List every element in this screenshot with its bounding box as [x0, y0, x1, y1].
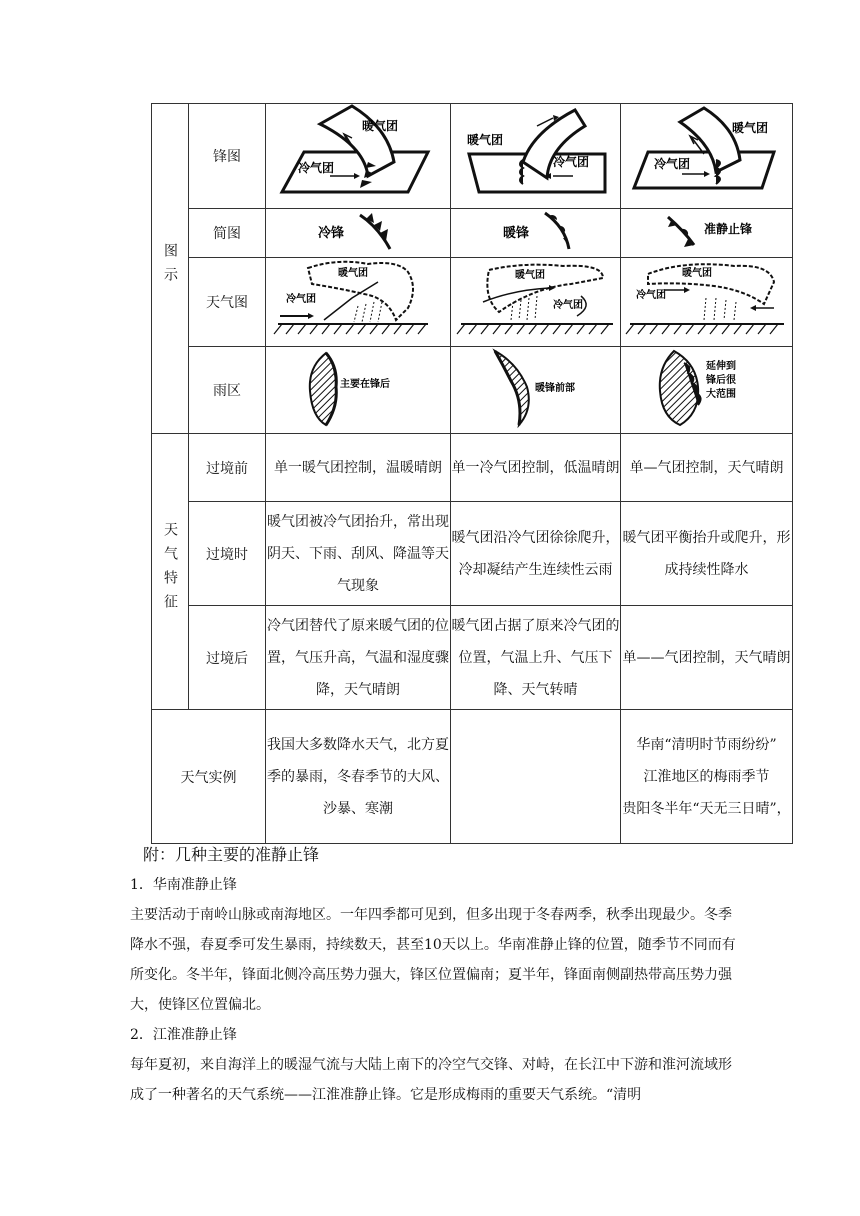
warm-front-symbol-cell — [451, 209, 621, 258]
warm-front-3d-diagram — [453, 104, 618, 204]
row-label-examples: 天气实例 — [152, 710, 266, 844]
warm-air-label-2: 暖气团 — [467, 133, 504, 147]
row-label-front-map: 锋图 — [189, 104, 266, 209]
warm-front-before: 单一冷气团控制，低温晴朗 — [451, 434, 621, 502]
cold-front-before: 单一暖气团控制，温暖晴朗 — [266, 434, 451, 502]
row-label-during: 过境时 — [189, 502, 266, 606]
cold-front-weather-diagram — [268, 258, 448, 342]
rain-stationary-label-3: 大范围 — [706, 389, 736, 400]
cold-front-after: 冷气团替代了原来暖气团的位置，气压升高，气温和湿度骤降，天气晴朗 — [266, 606, 451, 710]
section-1-body: 主要活动于南岭山脉或南海地区。一年四季都可见到，但多出现于冬春两季，秋季出现最少。冬季降水不强，春夏季可发生暴雨，持续数天，甚至10天以上。华南准静止锋的位置，随季节不同而有所变化。冬半年，锋面北侧冷高压势力强大，锋区位置偏南；夏半年，锋面南侧副热带高压势力强大，使锋区位置偏北。 — [130, 907, 736, 1013]
row-label-weather-map: 天气图 — [189, 258, 266, 347]
stationary-front-rain-diagram — [624, 347, 789, 429]
cold-front-symbol-cell — [266, 209, 451, 258]
warm-air-label-3: 暖气团 — [732, 121, 769, 135]
group-weather-cell — [152, 434, 189, 710]
cold-air-label-5: 冷气团 — [553, 300, 583, 311]
stationary-front-weather-cell — [621, 258, 793, 347]
cold-air-label: 冷气团 — [298, 161, 335, 175]
stationary-front-symbol-cell — [621, 209, 793, 258]
row-label-before: 过境前 — [189, 434, 266, 502]
cold-front-diagram — [266, 104, 451, 209]
cold-front-label: 冷锋 — [318, 226, 345, 241]
warm-front-after: 暖气团占据了原来冷气团的位置，气温上升、气压下降、天气转晴 — [451, 606, 621, 710]
warm-front-weather-diagram — [453, 258, 618, 342]
stationary-front-weather-diagram — [624, 258, 789, 342]
cold-air-label-3: 冷气团 — [654, 157, 691, 171]
rain-warm-label: 暖锋前部 — [535, 383, 575, 394]
rain-cold-label: 主要在锋后 — [340, 379, 390, 390]
stationary-front-before: 单—气团控制，天气晴朗 — [621, 434, 793, 502]
warm-front-diagram — [451, 104, 621, 209]
section-2-body: 每年夏初，来自海洋上的暖湿气流与大陆上南下的冷空气交锋、对峙，在长江中下游和淮河流域形成了一种著名的天气系统——江淮准静止锋。它是形成梅雨的重要天气系统。“清明 — [130, 1057, 732, 1103]
warm-air-label-5: 暖气团 — [515, 270, 545, 281]
stationary-example-line-2: 江淮地区的梅雨季节 — [643, 768, 770, 785]
stationary-front-rain-cell — [621, 347, 793, 434]
cold-front-rain-diagram — [268, 347, 448, 429]
cold-front-example: 我国大多数降水天气，北方夏季的暴雨，冬春季节的大风、沙暴、寒潮 — [266, 710, 451, 844]
fronts-table — [151, 103, 793, 844]
warm-air-label: 暖气团 — [362, 119, 399, 133]
rain-stationary-label-1: 延伸到 — [706, 361, 736, 372]
stationary-example-line-1: 华南“清明时节雨纷纷” — [636, 736, 777, 753]
cold-front-symbol — [268, 209, 448, 253]
cold-air-label-2: 冷气团 — [553, 155, 590, 169]
group-diagram-cell — [152, 104, 189, 434]
cold-front-3d-diagram — [268, 104, 448, 204]
group-weather-label: 天气特征 — [162, 521, 178, 618]
stationary-front-3d-diagram — [624, 104, 789, 204]
section-2-title: 2．江淮准静止锋 — [130, 1027, 237, 1043]
stationary-front-diagram — [621, 104, 793, 209]
stationary-front-symbol — [624, 209, 789, 253]
warm-front-during: 暖气团沿冷气团徐徐爬升，冷却凝结产生连续性云雨 — [451, 502, 621, 606]
warm-front-example — [451, 710, 621, 844]
cold-front-rain-cell — [266, 347, 451, 434]
row-label-simple-map: 简图 — [189, 209, 266, 258]
warm-air-label-6: 暖气团 — [682, 268, 712, 279]
warm-front-label: 暖锋 — [503, 226, 530, 241]
warm-front-rain-cell — [451, 347, 621, 434]
warm-front-rain-diagram — [453, 347, 618, 429]
stationary-example-line-3: 贵阳冬半年“天无三日晴”， — [622, 800, 791, 817]
row-label-rain-area: 雨区 — [189, 347, 266, 434]
warm-front-weather-cell — [451, 258, 621, 347]
stationary-front-example — [621, 710, 793, 844]
warm-front-symbol — [453, 209, 618, 253]
cold-air-label-4: 冷气团 — [286, 294, 316, 305]
row-label-after: 过境后 — [189, 606, 266, 710]
stationary-front-during: 暖气团平衡抬升或爬升，形成持续性降水 — [621, 502, 793, 606]
stationary-front-after: 单——气团控制，天气晴朗 — [621, 606, 793, 710]
cold-front-during: 暖气团被冷气团抬升，常出现阴天、下雨、刮风、降温等天气现象 — [266, 502, 451, 606]
cold-air-label-6: 冷气团 — [636, 290, 666, 301]
stationary-front-label: 准静止锋 — [704, 222, 753, 236]
appendix-title: 附：几种主要的准静止锋 — [143, 845, 320, 864]
cold-front-weather-cell — [266, 258, 451, 347]
warm-air-label-4: 暖气团 — [338, 268, 368, 279]
section-1-title: 1．华南准静止锋 — [130, 877, 237, 893]
rain-stationary-label-2: 锋后很 — [706, 375, 736, 386]
group-diagram-label: 图示 — [162, 242, 178, 291]
